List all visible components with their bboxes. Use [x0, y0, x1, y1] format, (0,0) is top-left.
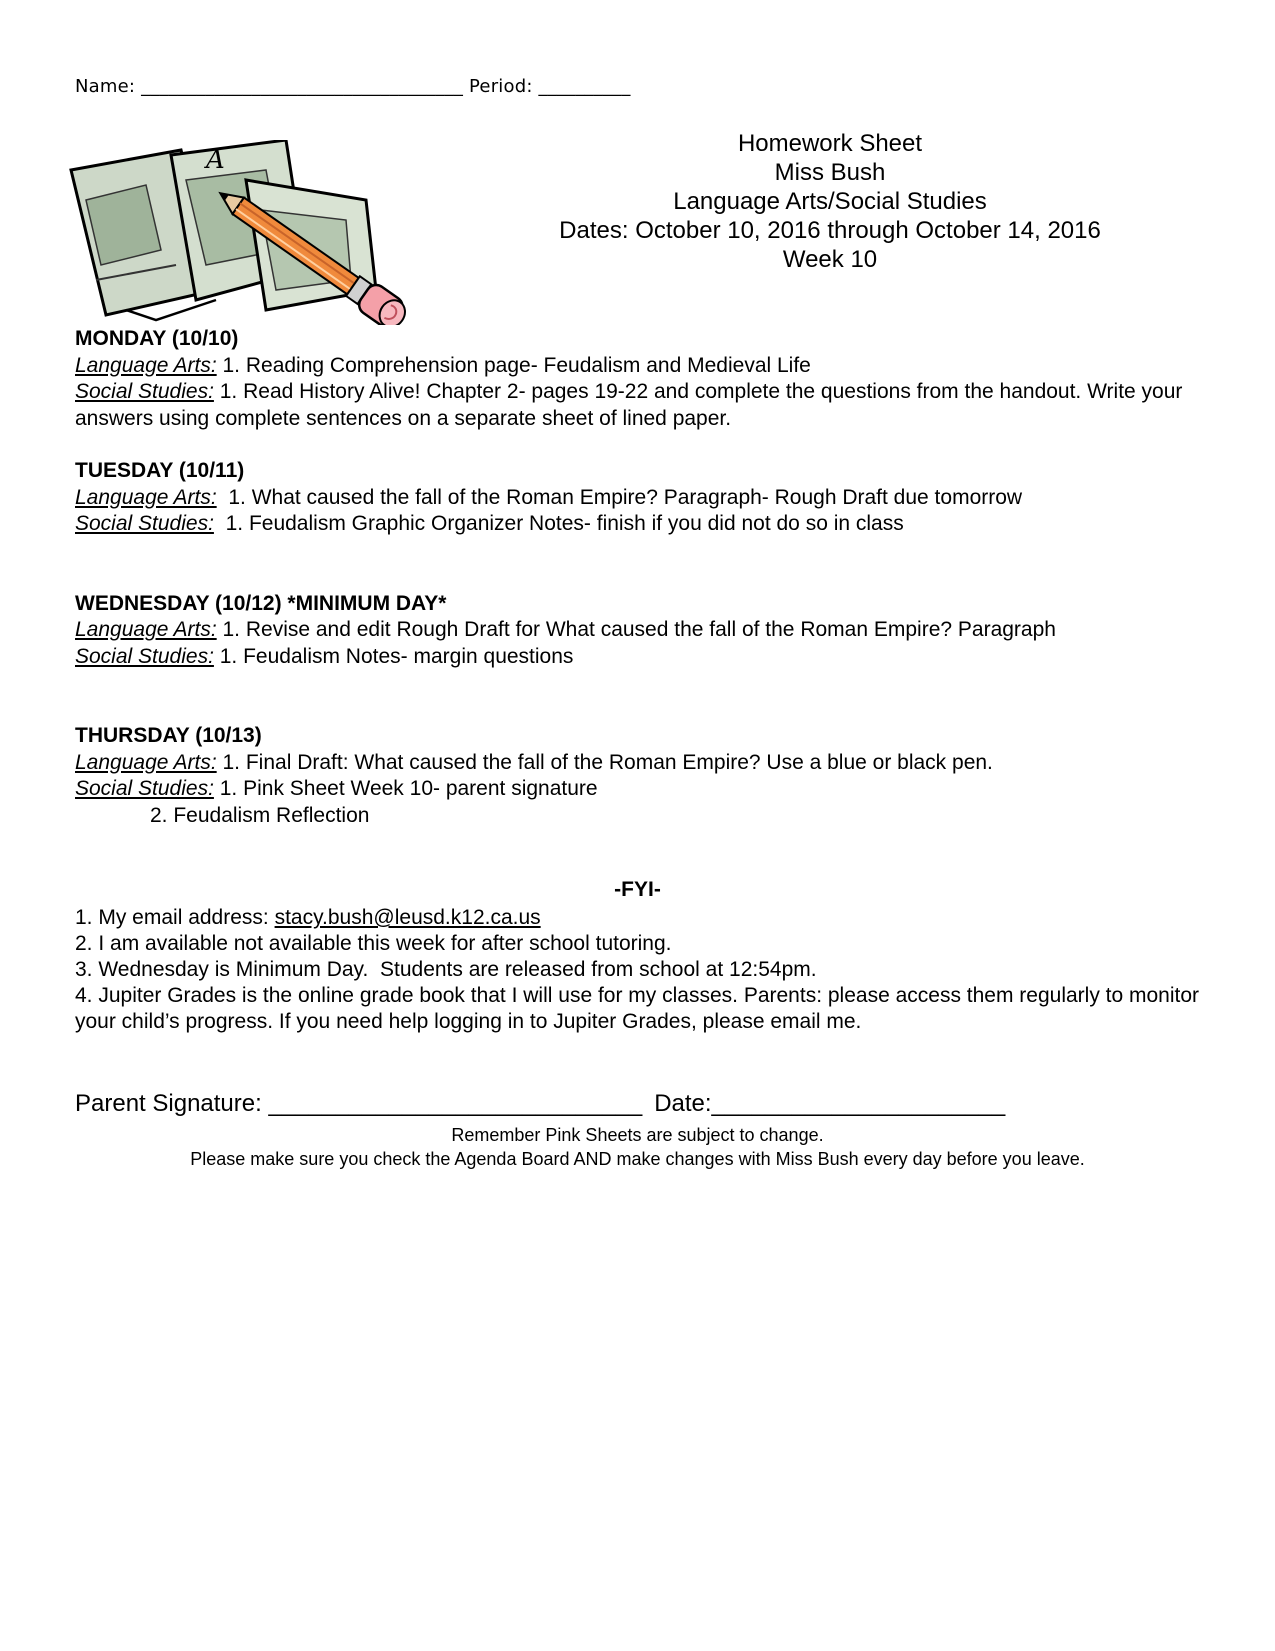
- thursday-social-studies: [75, 776, 1215, 803]
- language-arts-label: Language Arts:: [75, 485, 217, 509]
- assignment-text: 1. Reading Comprehension page- Feudalism and Medieval Life: [216, 353, 811, 377]
- wednesday-language-arts: [75, 617, 1215, 644]
- footer-note-1: Remember Pink Sheets are subject to change.: [451, 1125, 824, 1145]
- language-arts-label: Language Arts:: [75, 750, 217, 774]
- fyi-item-minimum-day: 3. Wednesday is Minimum Day. Students are released from school at 12:54pm.: [75, 958, 817, 981]
- assignment-text: 1. Feudalism Notes- margin questions: [213, 644, 574, 668]
- tuesday-language-arts: [75, 485, 1215, 512]
- language-arts-label: Language Arts:: [75, 353, 217, 377]
- thursday-language-arts: [75, 750, 1215, 777]
- language-arts-label: Language Arts:: [75, 618, 217, 641]
- subject-name: Language Arts/Social Studies: [673, 188, 987, 215]
- email-link[interactable]: stacy.bush@leusd.k12.ca.us: [274, 906, 541, 929]
- assignment-text: 1. What caused the fall of the Roman Empire? Paragraph- Rough Draft due tomorrow: [216, 485, 1023, 509]
- social-studies-label: Social Studies:: [75, 777, 214, 800]
- monday-language-arts: [75, 353, 1215, 380]
- tuesday-social-studies: [75, 511, 1215, 538]
- date-field: Date:______________________: [654, 1090, 1006, 1117]
- sheet-title: Homework Sheet: [737, 130, 923, 157]
- social-studies-label: Social Studies:: [75, 380, 214, 403]
- thursday-social-studies-item-2: 2. Feudalism Reflection: [150, 803, 370, 827]
- assignment-text: 1. Feudalism Graphic Organizer Notes- finish if you did not do so in class: [213, 512, 904, 535]
- signature-line: [75, 1090, 1005, 1118]
- wednesday-title: WEDNESDAY (10/12) *MINIMUM DAY*: [75, 591, 447, 615]
- assignments: [75, 326, 1215, 829]
- fyi-list: [75, 905, 1215, 1035]
- fyi-item-tutoring: 2. I am available not available this week for after school tutoring.: [75, 932, 672, 955]
- fyi-item-jupiter-grades: 4. Jupiter Grades is the online grade book that I will use for my classes. Parents: please access them regularly to monitor your child’s progress. If you need help logging in to Jupiter Grades, please email me.: [75, 984, 1200, 1033]
- social-studies-label: Social Studies:: [75, 644, 214, 668]
- monday-social-studies: [75, 379, 1215, 432]
- monday-title: MONDAY (10/10): [75, 327, 239, 350]
- parent-signature-field: Parent Signature: ____________________________: [75, 1090, 643, 1117]
- wednesday-social-studies: [75, 644, 1215, 671]
- tuesday-title: TUESDAY (10/11): [75, 459, 245, 482]
- assignment-text: 1. Final Draft: What caused the fall of the Roman Empire? Use a blue or black pen.: [216, 750, 993, 774]
- assignment-text: 1. Read History Alive! Chapter 2- pages 19-22 and complete the questions from the handout. Write your answers using complete sentences on a separate sheet of lined paper.: [75, 380, 1183, 430]
- name-period-line: Name: ___________________________________ Period: __________: [75, 76, 631, 97]
- teacher-name: Miss Bush: [774, 159, 886, 186]
- week-label: Week 10: [782, 246, 878, 273]
- date-range: Dates: October 10, 2016 through October 14, 2016: [559, 217, 1101, 244]
- assignment-text: 1. Pink Sheet Week 10- parent signature: [213, 777, 598, 800]
- book-and-pencil-icon: [66, 140, 436, 325]
- thursday-title: THURSDAY (10/13): [75, 724, 262, 747]
- fyi-item-email: [75, 905, 1215, 931]
- social-studies-label: Social Studies:: [75, 512, 214, 535]
- header-block: [520, 129, 1140, 274]
- assignment-text: 1. Revise and edit Rough Draft for What caused the fall of the Roman Empire? Paragraph: [216, 618, 1056, 641]
- footer-note-2: Please make sure you check the Agenda Board AND make changes with Miss Bush every day before you leave.: [190, 1149, 1085, 1169]
- svg-text:A: A: [206, 145, 225, 175]
- fyi-item-text: 1. My email address:: [75, 906, 275, 929]
- fyi-title: -FYI-: [614, 878, 661, 901]
